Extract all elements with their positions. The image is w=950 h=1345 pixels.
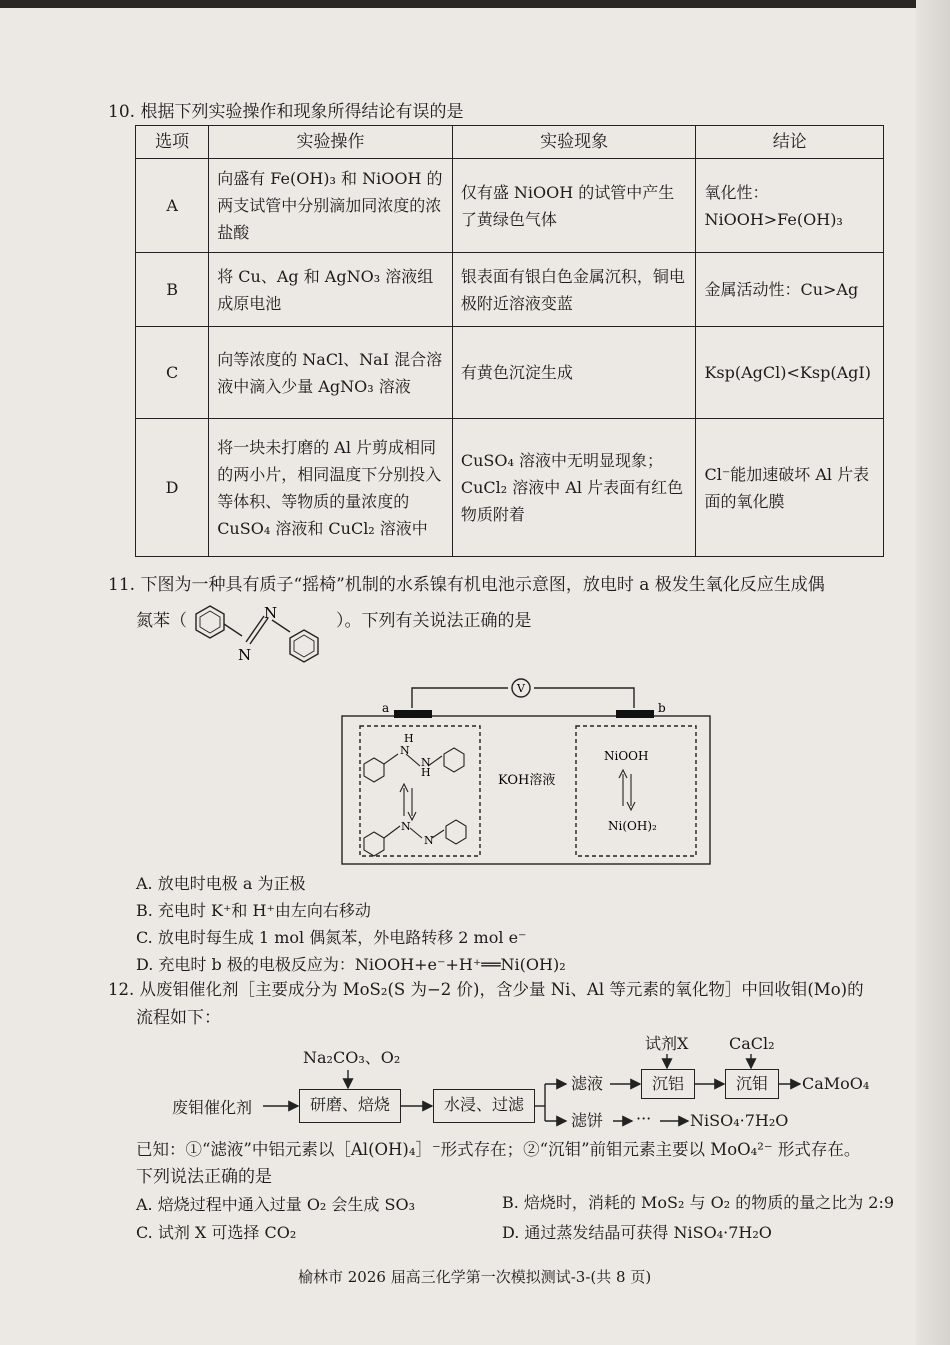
q11-option-d: D. 充电时 b 极的电极反应为：NiOOH+e⁻+H⁺══Ni(OH)₂ <box>136 955 566 974</box>
row-phenomenon: 有黄色沉淀生成 <box>452 327 696 419</box>
header-conclusion: 结论 <box>696 126 884 159</box>
step-leach-filter: 水浸、过滤 <box>433 1089 535 1123</box>
voltmeter-label: V <box>517 682 525 695</box>
nioh2-label: Ni(OH)₂ <box>608 819 657 833</box>
step-al-precip: 沉铝 <box>641 1069 695 1099</box>
q12-stem-line2: 流程如下： <box>136 1008 221 1028</box>
azo-n-label: N <box>264 604 278 622</box>
row-operation: 将一块未打磨的 Al 片剪成相同的两小片，相同温度下分别投入等体积、等物质的量浓度的 CuSO₄ 溶液和 CuCl₂ 溶液中 <box>209 419 453 557</box>
step-grind-roast: 研磨、焙烧 <box>299 1089 401 1123</box>
q11-option-c: C. 放电时每生成 1 mol 偶氮苯，外电路转移 2 mol e⁻ <box>136 928 527 947</box>
q11-option-b: B. 充电时 K⁺和 H⁺由左向右移动 <box>136 901 371 920</box>
q11-stem-prefix: 氮苯（ <box>136 611 187 631</box>
start-material: 废钼催化剂 <box>172 1098 253 1117</box>
header-phenomenon: 实验现象 <box>452 126 696 159</box>
azo-n-label: N <box>401 820 411 833</box>
q12-known: 已知：①“滤液”中铝元素以［Al(OH)₄］⁻形式存在；②“沉钼”前钼元素主要以 MoO₄²⁻ 形式存在。 <box>136 1140 861 1159</box>
row-operation: 将 Cu、Ag 和 AgNO₃ 溶液组成原电池 <box>209 253 453 327</box>
q11-stem-suffix: ）。下列有关说法正确的是 <box>336 611 532 631</box>
row-conclusion: 金属活动性：Cu>Ag <box>696 253 884 327</box>
row-option: C <box>136 327 209 419</box>
q11-option-a: A. 放电时电极 a 为正极 <box>136 874 306 893</box>
nh-h-label: H <box>404 732 414 745</box>
reagent-cacl2-label: CaCl₂ <box>729 1034 775 1053</box>
electrolyte-label: KOH溶液 <box>498 773 556 788</box>
q12-option-a: A. 焙烧过程中通入过量 O₂ 会生成 SO₃ <box>136 1195 416 1214</box>
final-product: CaMoO₄ <box>802 1074 870 1093</box>
azo-n-label: N <box>238 646 252 664</box>
process-dots: ··· <box>636 1109 652 1128</box>
electrode-a-label: a <box>382 701 390 715</box>
page-footer: 榆林市 2026 届高三化学第一次模拟测试-3-(共 8 页) <box>298 1268 652 1286</box>
q12-option-c: C. 试剂 X 可选择 CO₂ <box>136 1223 297 1242</box>
q10-stem: 10. 根据下列实验操作和现象所得结论有误的是 <box>108 102 464 122</box>
row-option: A <box>136 159 209 253</box>
row-conclusion: Cl⁻能加速破坏 Al 片表面的氧化膜 <box>696 419 884 557</box>
row-option: D <box>136 419 209 557</box>
header-option: 选项 <box>136 126 209 159</box>
q12-ask: 下列说法正确的是 <box>136 1167 272 1187</box>
row-operation: 向盛有 Fe(OH)₃ 和 NiOOH 的两支试管中分别滴加同浓度的浓盐酸 <box>209 159 453 253</box>
electrode-b-label: b <box>658 701 666 715</box>
row-phenomenon: 仅有盛 NiOOH 的试管中产生了黄绿色气体 <box>452 159 696 253</box>
nh-n-label: N <box>421 756 431 769</box>
q11-stem-line1: 11. 下图为一种具有质子“摇椅”机制的水系镍有机电池示意图，放电时 a 极发生氧化反应生成偶 <box>108 575 825 595</box>
reagent-x-label: 试剂X <box>645 1034 689 1053</box>
q12-stem-line1: 12. 从废钼催化剂［主要成分为 MoS₂(S 为−2 价)，含少量 Ni、Al 等元素的氧化物］中回收钼(Mo)的 <box>108 980 864 999</box>
nickel-product: NiSO₄·7H₂O <box>690 1111 789 1130</box>
row-phenomenon: CuSO₄ 溶液中无明显现象；CuCl₂ 溶液中 Al 片表面有红色物质附着 <box>452 419 696 557</box>
q12-option-d: D. 通过蒸发结晶可获得 NiSO₄·7H₂O <box>502 1223 772 1242</box>
azo-n-label: N <box>424 834 434 847</box>
row-operation: 向等浓度的 NaCl、NaI 混合溶液中滴入少量 AgNO₃ 溶液 <box>209 327 453 419</box>
step-mo-precip: 沉钼 <box>725 1069 779 1099</box>
header-operation: 实验操作 <box>209 126 453 159</box>
row-conclusion: Ksp(AgCl)<Ksp(AgI) <box>696 327 884 419</box>
row-conclusion: 氧化性：NiOOH>Fe(OH)₃ <box>696 159 884 253</box>
niooh-label: NiOOH <box>604 749 649 763</box>
filtrate-label: 滤液 <box>571 1074 604 1093</box>
filter-cake-label: 滤饼 <box>571 1111 604 1130</box>
reagents-na2co3-o2: Na₂CO₃、O₂ <box>303 1048 401 1067</box>
nh-n-label: N <box>400 744 410 757</box>
q12-option-b: B. 焙烧时，消耗的 MoS₂ 与 O₂ 的物质的量之比为 2:9 <box>502 1193 895 1212</box>
row-option: B <box>136 253 209 327</box>
row-phenomenon: 银表面有银白色金属沉积，铜电极附近溶液变蓝 <box>452 253 696 327</box>
nh-h-label: H <box>421 766 431 779</box>
